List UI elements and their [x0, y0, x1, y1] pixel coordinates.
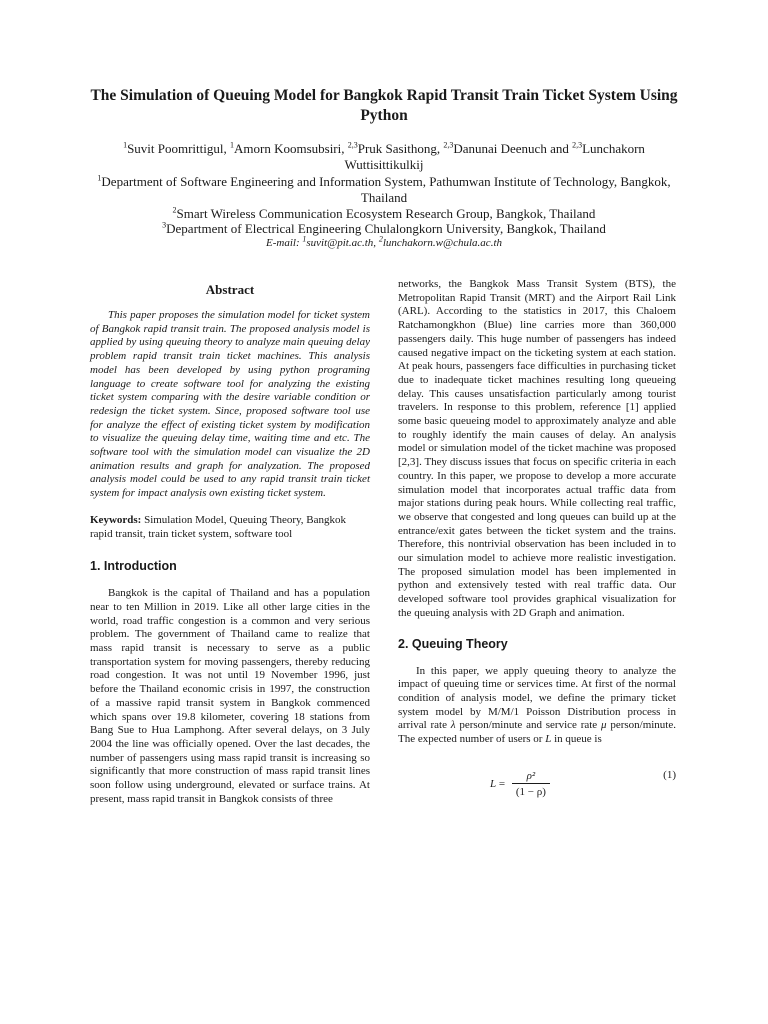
author-4-sup: 2,3: [443, 140, 454, 150]
email-1-sup: 1: [302, 234, 307, 244]
affiliation-2: [88, 206, 680, 222]
introduction-paragraph-1: Bangkok is the capital of Thailand and has a population near to ten Million in 2019. Like all other large cities in the world, road traffic congestion is a common and very serious problem. The government of Thailand came to realize that mass rapid transit is necessary to serve as a public transportation system for moving passengers, thereby reducing road congestion. It was not until 19 November 1996, just before the Thailand economic crisis in 1997, the construction of a massive rapid transit system in Bangkok commenced which spans over 19.8 kilometer, covering 18 stations from Bang Sue to Hua Lamphong. After several delays, on 3 July 2004 the line was officially opened. Over the last decades, the number of passengers using mass rapid transit is increasing so significantly that more construction of mass rapid transit lines soon follow using underground, elevated or surface trains. At present, mass rapid transit in Bangkok consists of three: [90, 587, 370, 805]
section-1-heading: 1. Introduction: [90, 559, 177, 574]
affiliation-3-text: Department of Electrical Engineering Chulalongkorn University, Bangkok, Thailand: [166, 221, 606, 236]
L-symbol: L: [545, 733, 552, 746]
section-2-heading: 2. Queuing Theory: [398, 636, 508, 651]
affiliation-2-sup: 2: [172, 205, 177, 215]
queuing-theory-paragraph: [398, 665, 676, 747]
email-2-sup: 2: [378, 234, 383, 244]
affiliation-3: [88, 221, 680, 237]
qt-text-3: person/minute. The expected number of users or: [398, 719, 676, 746]
equation-denominator: (1 − ρ): [512, 783, 550, 799]
equation-numerator: ρ²: [526, 769, 536, 782]
equation-body: [490, 769, 550, 799]
qt-text-1: In this paper, we apply queuing theory to analyze the impact of queuing time or services time. At first of the normal condition of analysis model, we define the primary ticket system model by M/M/1 Poisson Distribution process in arrival rate: [398, 664, 676, 732]
right-column: [398, 278, 676, 809]
keywords-text: Simulation Model, Queuing Theory, Bangkok rapid transit, train ticket system, software tool: [90, 513, 347, 540]
introduction-paragraph-continued: networks, the Bangkok Mass Transit System (BTS), the Metropolitan Rapid Transit (MRT) and the Airport Rail Link (ARL). According to the statistics in 2017, this Chaloem Ratchamongkhon (Blue) line carries more than 360,000 passengers daily. This huge number of passengers has indeed caused negative impact on the ticketing system at each station. At peak hours, passengers face difficulties in purchasing ticket due to inadequate ticket machines resulting long queueing delay. This causes unsatisfaction particularly among tourist travelers. In response to this problem, reference [1] applied some basic queueing model to approximately analyze and able to roughly identify the main causes of delay. An analysis model or simulation model of the ticket machine was proposed [2,3]. They discuss issues that focus on specific criteria in each country. In this paper, we propose to develop a more accurate simulation model that incorporates actual traffic data from major stations during peak hours. While collecting real traffic, we observe that congested and long queues can build up at the entrance/exit gates between the ticket system and the trains. Therefore, this nontrivial observation has been included in to our simulation model to achieve more realistic investigation. The proposed simulation model has been implemented in python and extensively tested with real traffic data. Our developed software tool provides graphical visualization for the queuing analysis with 2D Graph and animation.: [398, 278, 676, 619]
author-5-sup: 2,3: [572, 140, 583, 150]
abstract-heading: Abstract: [205, 282, 255, 297]
author-2-sup: 1: [230, 140, 234, 150]
author-1: Suvit Poomrittigul,: [127, 141, 230, 156]
affiliation-1-text: Department of Software Engineering and Information System, Pathumwan Institute of Technology, Bangkok, Thailand: [101, 174, 671, 205]
author-4: Danunai Deenuch and: [453, 141, 573, 156]
affiliation-2-text: Smart Wireless Communication Ecosystem Research Group, Bangkok, Thailand: [176, 206, 596, 221]
qt-text-4: in queue is: [551, 733, 602, 746]
email-line: [88, 236, 680, 250]
author-3: Pruk Sasithong,: [357, 141, 444, 156]
equation-equals: =: [496, 777, 508, 790]
author-2: Amorn Koomsubsiri,: [234, 141, 348, 156]
equation-lhs: L: [490, 777, 497, 790]
author-5: Lunchakorn Wuttisittikulkij: [344, 141, 645, 172]
email-label: E-mail:: [266, 237, 303, 249]
qt-text-2: person/minute and service rate: [455, 719, 601, 732]
email-2[interactable]: lunchakorn.w@chula.ac.th: [382, 237, 502, 249]
affiliation-1-sup: 1: [97, 173, 102, 183]
equation-fraction: [512, 769, 550, 799]
equation-number: (1): [663, 768, 676, 781]
keywords-label: Keywords:: [90, 513, 142, 526]
affiliation-1: [88, 174, 680, 206]
paper-title: The Simulation of Queuing Model for Bangkok Rapid Transit Train Ticket System Using Python: [90, 87, 678, 124]
equation-1: [398, 765, 676, 809]
author-3-sup: 2,3: [347, 140, 358, 150]
abstract-text: This paper proposes the simulation model for ticket system of Bangkok rapid transit train. The proposed analysis model is applied by using queuing theory to analyze main queuing delay problem rapid transit train ticket machines. This analysis model has been developed by using python programing language to create software tool for analyzing the existing ticket system comparing with the desire variable condition or redesign the ticket system. Since, proposed software tool use for analyze the effect of existing ticket system by modification to visualize the queuing delay time, waiting time and etc. The software tool with the simulation model can visualize the 2D animation results and graph for analyzation. The proposed analysis model could be used to any rapid transit train ticket system for impact analysis own existing ticket system.: [90, 309, 370, 500]
author-1-sup: 1: [123, 140, 128, 150]
affiliation-3-sup: 3: [162, 220, 167, 230]
email-1[interactable]: suvit@pit.ac.th,: [306, 237, 379, 249]
mu-symbol: μ: [600, 719, 607, 732]
lambda-symbol: λ: [450, 719, 456, 732]
left-column: [90, 282, 370, 807]
author-list: [88, 141, 680, 173]
keywords: [90, 514, 370, 541]
